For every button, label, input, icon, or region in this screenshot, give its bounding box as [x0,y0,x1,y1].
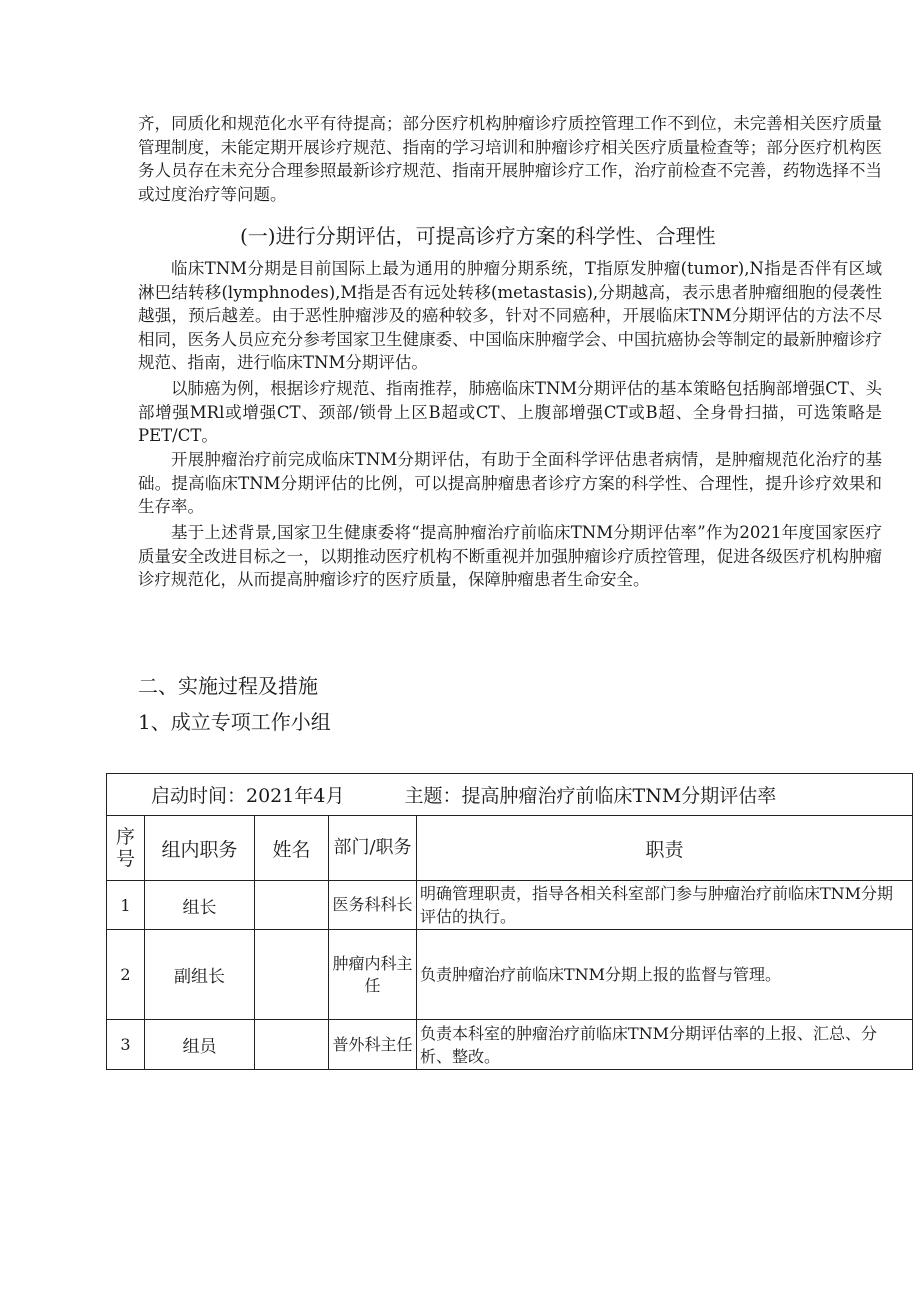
header-duty: 职责 [417,816,913,881]
table-row [107,930,913,1020]
row-seq: 3 [107,1020,145,1070]
row-dept: 肿瘤内科主任 [329,930,417,1020]
header-seq: 序号 [107,816,145,881]
row-seq: 1 [107,881,145,930]
row-name [255,881,329,930]
row-role: 副组长 [145,930,255,1020]
subsection-heading: (一)进行分期评估，可提高诊疗方案的科学性、合理性 [240,224,716,248]
row-dept: 医务科科长 [329,881,417,930]
header-dept: 部门/职务 [329,816,417,881]
working-group-table [106,773,913,1070]
paragraph-pretreatment-staging: 开展肿瘤治疗前完成临床TNM分期评估，有助于全面科学评估患者病情，是肿瘤规范化治疗的基础。提高临床TNM分期评估的比例，可以提高肿瘤患者诊疗方案的科学性、合理性，提升诊疗效果和生存率。 [138,450,882,516]
row-duty: 负责肿瘤治疗前临床TNM分期上报的监督与管理。 [417,930,913,1020]
paragraph-background-goal: 基于上述背景,国家卫生健康委将“提高肿瘤治疗前临床TNM分期评估率”作为2021年度国家医疗质量安全改进目标之一，以期推动医疗机构不断重视并加强肿瘤诊疗质控管理，促进各级医疗机构肿瘤诊疗规范化，从而提高肿瘤诊疗的医疗质量，保障肿瘤患者生命安全。 [138,523,882,589]
theme-label: 主题：提高肿瘤治疗前临床TNM分期评估率 [404,785,777,807]
section-subheading: 1、成立专项工作小组 [138,710,331,734]
row-seq: 2 [107,930,145,1020]
header-role: 组内职务 [145,816,255,881]
paragraph-tnm-definition: 临床TNM分期是目前国际上最为通用的肿瘤分期系统，T指原发肿瘤(tumor),N指是否伴有区域淋巴结转移(lymphnodes),M指是否有远处转移(metastasis),分期越高，表示患者肿瘤细胞的侵袭性越强，预后越差。由于恶性肿瘤涉及的癌种较多，针对不同癌种，开展临床TNM分期评估的方法不尽相同，医务人员应充分参考国家卫生健康委、中国临床肿瘤学会、中国抗癌协会等制定的最新肿瘤诊疗规范、指南，进行临床TNM分期评估。 [138,259,882,372]
paragraph-intro-continuation: 齐，同质化和规范化水平有待提高；部分医疗机构肿瘤诊疗质控管理工作不到位，未完善相关医疗质量管理制度，未能定期开展诊疗规范、指南的学习培训和肿瘤诊疗相关医疗质量检查等；部分医疗机构医务人员存在未充分合理参照最新诊疗规范、指南开展肿瘤诊疗工作，治疗前检查不完善，药物选择不当或过度治疗等问题。 [138,114,882,204]
row-name [255,930,329,1020]
table-row [107,1020,913,1070]
row-role: 组员 [145,1020,255,1070]
header-name: 姓名 [255,816,329,881]
row-duty: 负责本科室的肿瘤治疗前临床TNM分期评估率的上报、汇总、分析、整改。 [417,1020,913,1070]
table-row [107,881,913,930]
row-role: 组长 [145,881,255,930]
row-duty: 明确管理职责，指导各相关科室部门参与肿瘤治疗前临床TNM分期评估的执行。 [417,881,913,930]
section-heading: 二、实施过程及措施 [138,674,318,698]
row-name [255,1020,329,1070]
table-header-row [107,816,913,881]
start-time-label: 启动时间：2021年4月 [151,785,345,807]
row-dept: 普外科主任 [329,1020,417,1070]
paragraph-lung-cancer-example: 以肺癌为例，根据诊疗规范、指南推荐，肺癌临床TNM分期评估的基本策略包括胸部增强CT、头部增强MRl或增强CT、颈部/锁骨上区B超或CT、上腹部增强CT或B超、全身骨扫描，可选策略是PET/CT。 [138,379,882,445]
table-title-row [107,774,913,816]
